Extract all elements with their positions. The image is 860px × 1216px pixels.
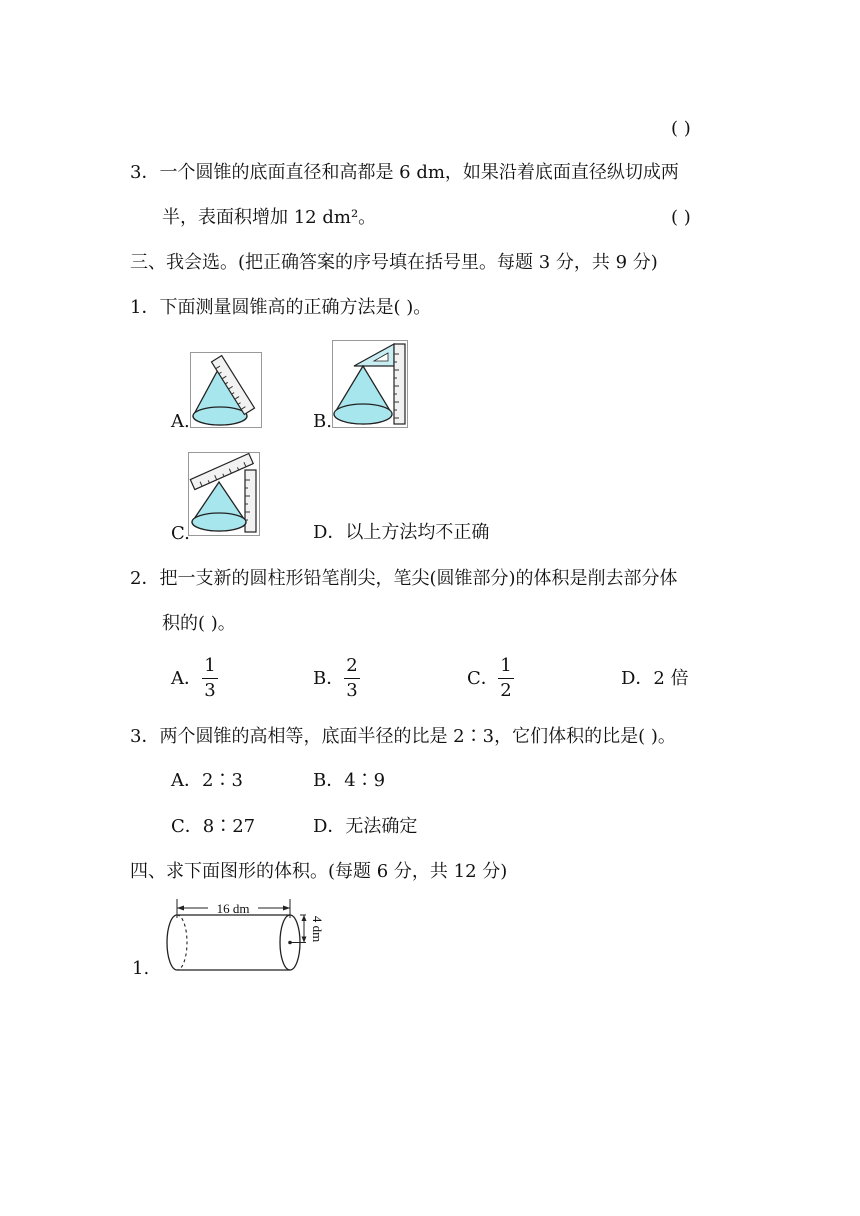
q3-answer-paren: ( ) bbox=[671, 207, 691, 228]
q3-judge-line1: 3．一个圆锥的底面直径和高都是 6 dm，如果沿着底面直径纵切成两 bbox=[130, 162, 679, 183]
section4-heading: 四、求下面图形的体积。(每题 6 分，共 12 分) bbox=[130, 861, 508, 882]
q2-option-b-fraction: 2 3 bbox=[344, 655, 360, 702]
option-b-label: B. bbox=[313, 411, 332, 432]
q2-option-c-fraction: 1 2 bbox=[498, 655, 514, 702]
q3-option-a: A．2∶3 bbox=[171, 770, 243, 791]
length-dimension-label: 16 dm bbox=[216, 901, 250, 916]
q3-option-c: C．8∶27 bbox=[171, 816, 256, 837]
choice-q2-line2: 积的( )。 bbox=[162, 613, 236, 634]
q2-option-c-label: C． bbox=[467, 668, 499, 689]
q2-option-b-label: B． bbox=[313, 668, 345, 689]
q3-judge-line2: 半，表面积增加 12 dm²。 bbox=[162, 207, 377, 228]
choice-q2-line1: 2．把一支新的圆柱形铅笔削尖，笔尖(圆锥部分)的体积是削去部分体 bbox=[130, 568, 678, 589]
cone-triangle-ruler-figure bbox=[332, 340, 408, 428]
cone-two-rulers-figure bbox=[188, 452, 260, 536]
section3-heading: 三、我会选。(把正确答案的序号填在括号里。每题 3 分，共 9 分) bbox=[130, 252, 658, 273]
choice-q3-stem: 3．两个圆锥的高相等，底面半径的比是 2∶3，它们体积的比是( )。 bbox=[130, 726, 676, 747]
option-c-label: C. bbox=[171, 523, 190, 544]
q2-answer-paren: ( ) bbox=[671, 118, 691, 139]
q3-option-d: D．无法确定 bbox=[313, 816, 418, 837]
q2-option-a-fraction: 1 3 bbox=[202, 655, 218, 702]
section4-q1-number: 1. bbox=[132, 958, 150, 979]
cone-ruler-slanted-figure bbox=[190, 352, 262, 428]
radius-dimension-label: 4 dm bbox=[310, 915, 325, 943]
choice-q1-stem: 1．下面测量圆锥高的正确方法是( )。 bbox=[130, 297, 432, 318]
q3-option-b: B．4∶9 bbox=[313, 770, 386, 791]
q2-option-d-text: D．2 倍 bbox=[621, 668, 689, 689]
option-a-label: A. bbox=[171, 411, 190, 432]
option-d-text: D．以上方法均不正确 bbox=[313, 522, 490, 543]
cylinder-figure bbox=[160, 896, 340, 980]
q2-option-a-label: A． bbox=[171, 668, 202, 689]
